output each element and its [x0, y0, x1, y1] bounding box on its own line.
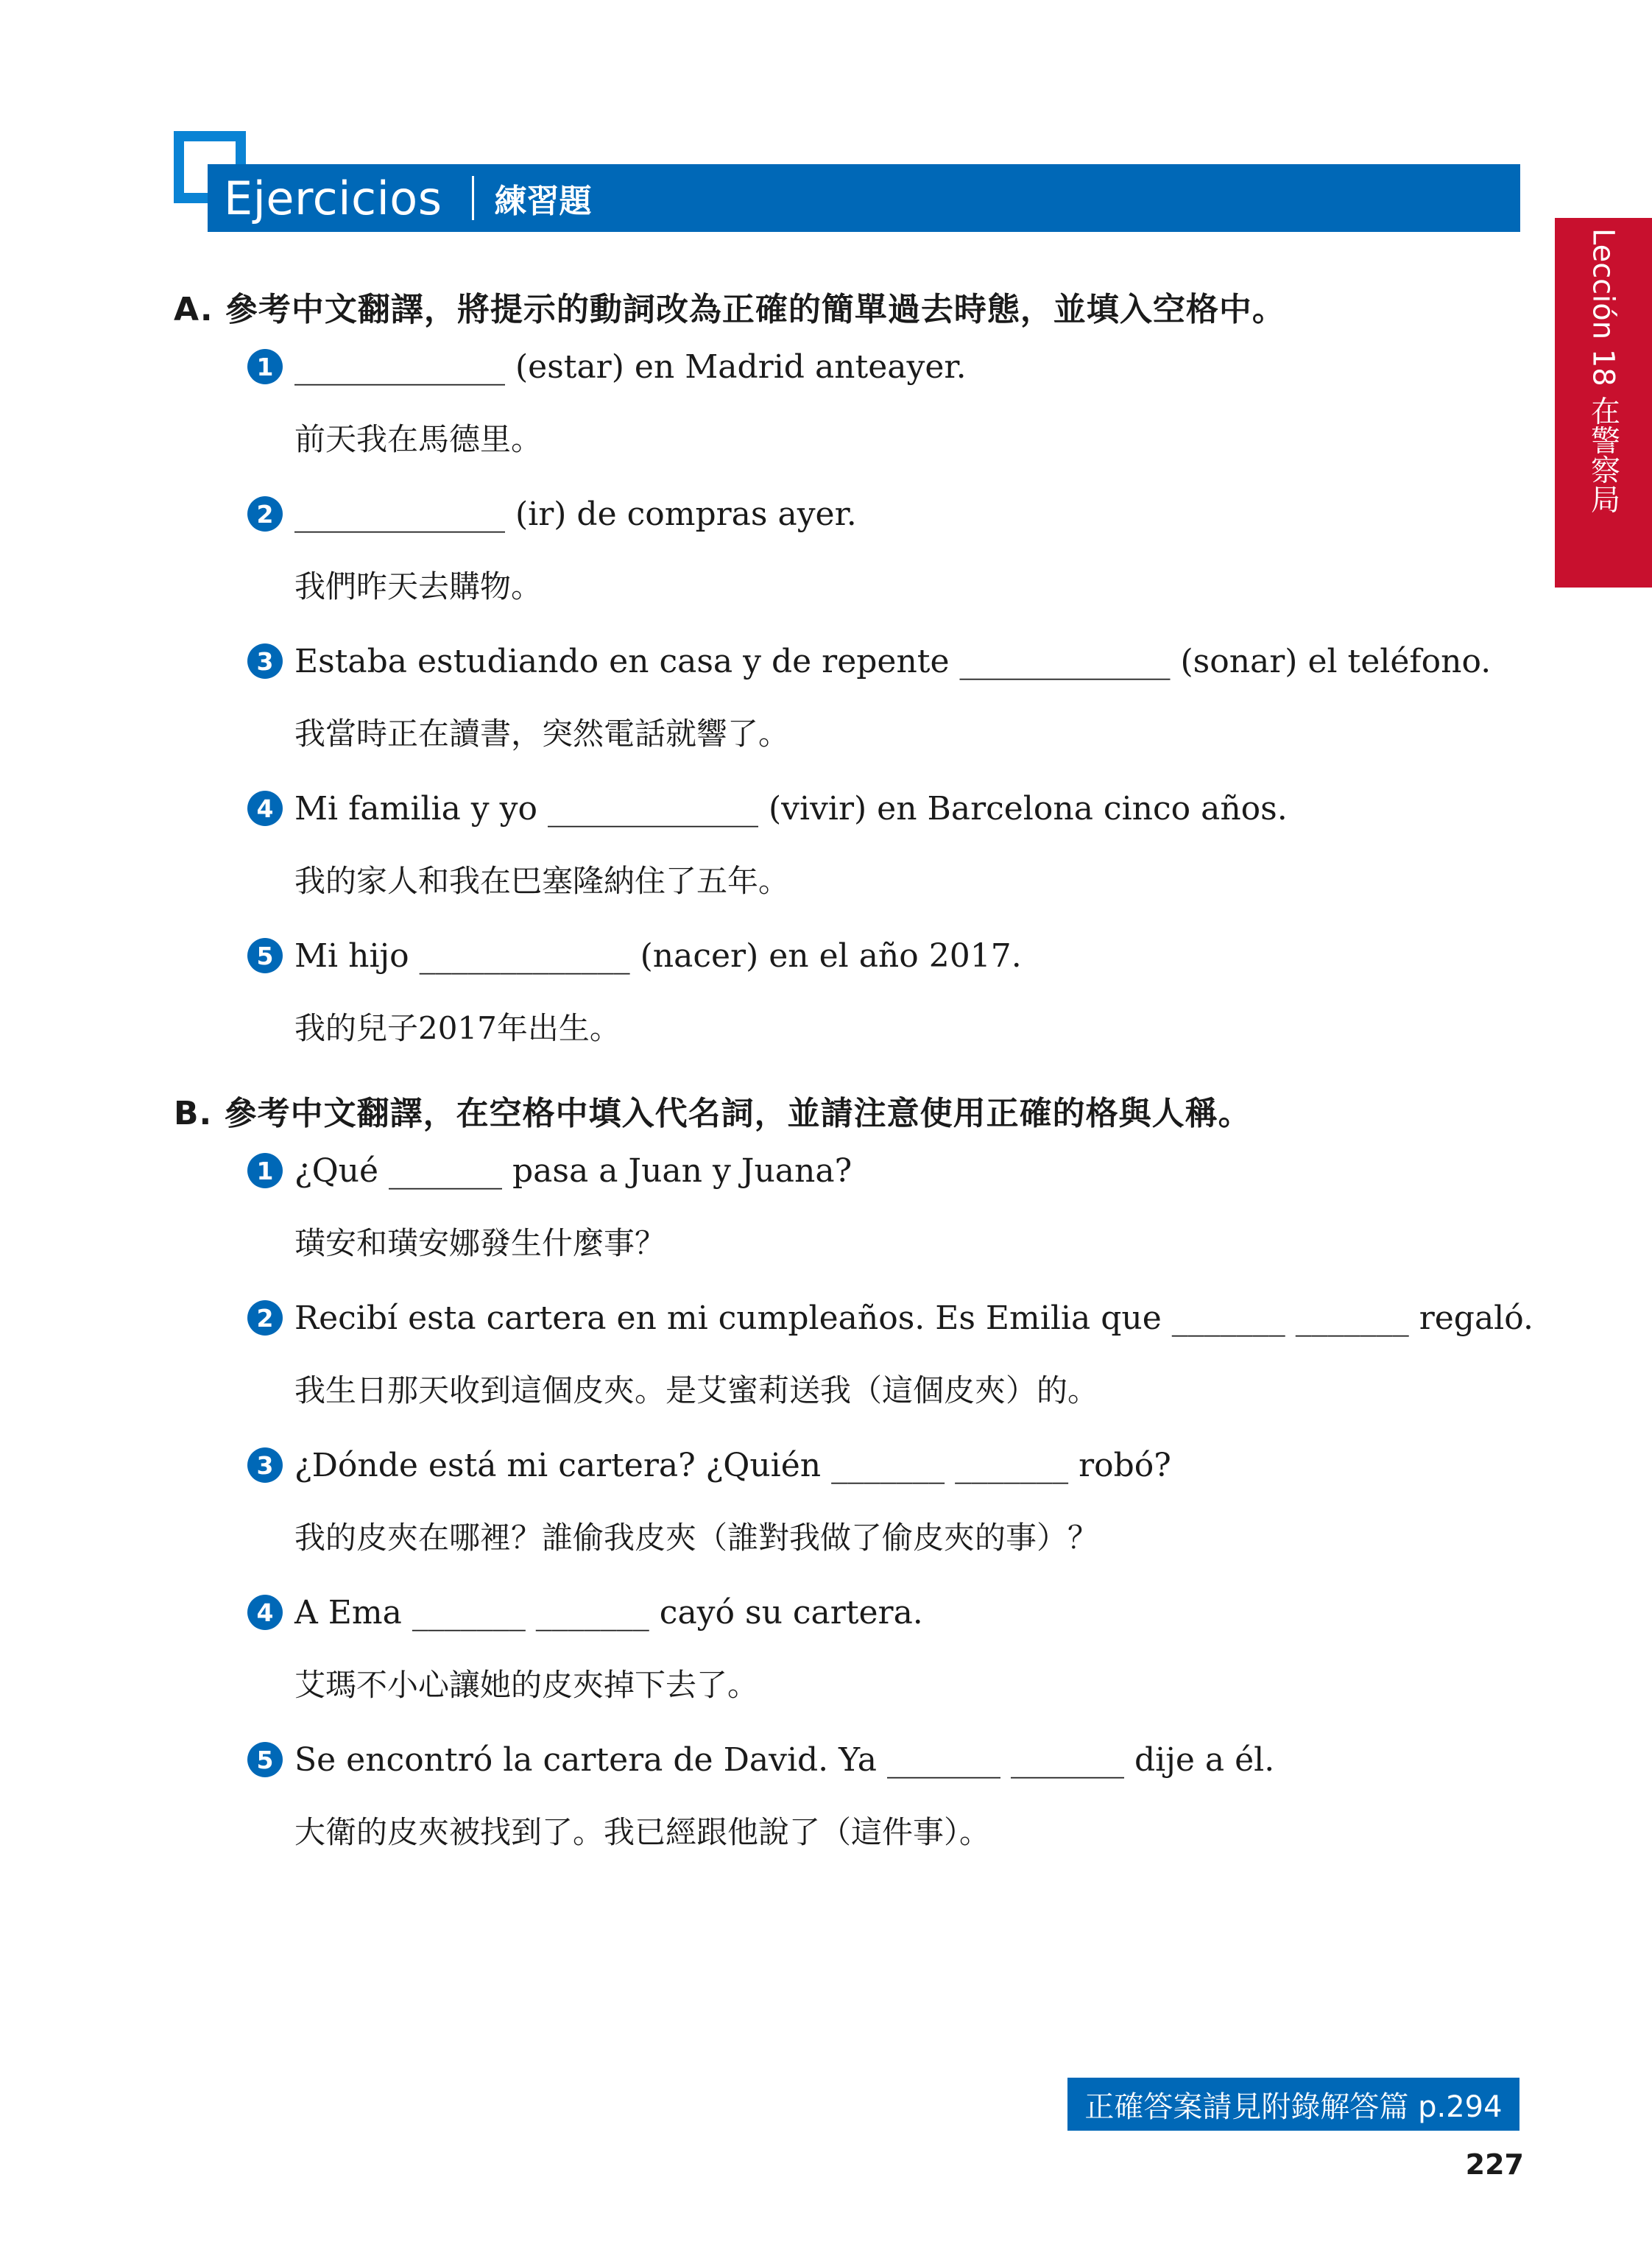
header-bar: [208, 164, 1520, 232]
answer-reference-box: 正確答案請見附錄解答篇 p.294: [1067, 2078, 1519, 2131]
lesson-side-tab: [1555, 218, 1652, 588]
item-number-badge: 2: [247, 496, 283, 532]
exercise-sentence: Estaba estudiando en casa y de repente _____________ (sonar) el teléfono.: [294, 643, 1492, 680]
page-number: 227: [1465, 2148, 1524, 2181]
exercise-translation: 大衛的皮夾被找到了。我已經跟他說了（這件事）。: [294, 1814, 991, 1850]
page-subtitle: 練習題: [494, 183, 592, 220]
section-a-heading: A. 參考中文翻譯，將提示的動詞改為正確的簡單過去時態，並填入空格中。: [174, 291, 1285, 328]
exercise-translation: 我生日那天收到這個皮夾。是艾蜜莉送我（這個皮夾）的。: [294, 1372, 1099, 1408]
exercise-sentence: Mi hijo _____________ (nacer) en el año 2017.: [294, 937, 1022, 975]
item-number-badge: 5: [247, 938, 283, 973]
exercise-sentence: Se encontró la cartera de David. Ya _______ _______ dije a él.: [294, 1741, 1275, 1779]
section-b-heading: B. 參考中文翻譯，在空格中填入代名詞，並請注意使用正確的格與人稱。: [174, 1095, 1252, 1132]
exercise-sentence: ¿Qué _______ pasa a Juan y Juana?: [294, 1152, 853, 1190]
item-number-badge: 3: [247, 643, 283, 679]
item-number-badge: 4: [247, 791, 283, 826]
lesson-side-tab-label: Lección 18 在警察局: [1586, 228, 1620, 514]
exercise-translation: 艾瑪不小心讓她的皮夾掉下去了。: [294, 1667, 759, 1703]
exercise-translation: 我們昨天去購物。: [294, 568, 543, 604]
exercise-sentence: _____________ (estar) en Madrid anteayer.: [294, 348, 967, 386]
exercise-translation: 我的皮夾在哪裡？誰偷我皮夾（誰對我做了偷皮夾的事）？: [294, 1520, 1099, 1556]
page-title: Ejercicios: [224, 171, 442, 225]
item-number-badge: 3: [247, 1447, 283, 1483]
exercise-translation: 前天我在馬德里。: [294, 421, 543, 457]
exercise-translation: 我的家人和我在巴塞隆納住了五年。: [294, 863, 790, 899]
exercise-sentence: _____________ (ir) de compras ayer.: [294, 495, 857, 533]
exercise-sentence: Recibí esta cartera en mi cumpleaños. Es Emilia que _______ _______ regaló.: [294, 1299, 1533, 1337]
exercise-translation: 璜安和璜安娜發生什麼事？: [294, 1225, 666, 1261]
exercise-sentence: Mi familia y yo _____________ (vivir) en Barcelona cinco años.: [294, 790, 1288, 828]
item-number-badge: 1: [247, 1153, 283, 1188]
item-number-badge: 4: [247, 1595, 283, 1630]
exercise-sentence: ¿Dónde está mi cartera? ¿Quién _______ _______ robó?: [294, 1447, 1171, 1484]
exercise-sentence: A Ema _______ _______ cayó su cartera.: [294, 1594, 923, 1632]
exercise-translation: 我當時正在讀書，突然電話就響了。: [294, 716, 790, 752]
item-number-badge: 1: [247, 349, 283, 384]
exercise-translation: 我的兒子2017年出生。: [294, 1010, 621, 1046]
item-number-badge: 2: [247, 1300, 283, 1336]
header-divider: [472, 176, 474, 220]
item-number-badge: 5: [247, 1742, 283, 1777]
